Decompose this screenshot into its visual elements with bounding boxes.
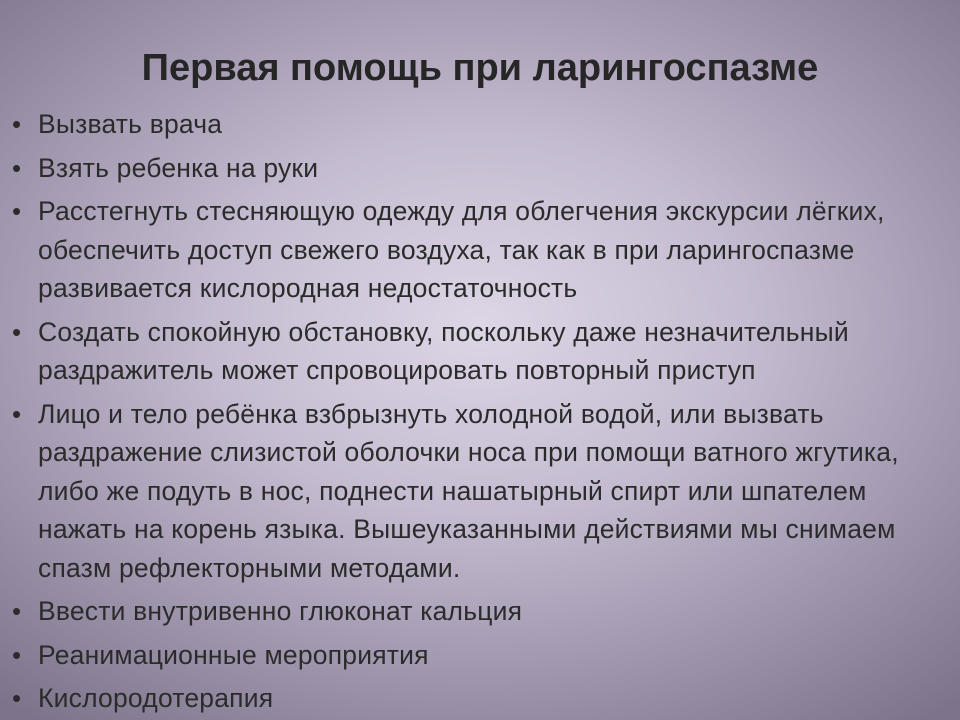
bullet-text: Реанимационные мероприятия [38,639,429,670]
bullet-icon: • [12,596,22,626]
bullet-icon: • [12,639,22,670]
bullet-text: Взять ребенка на руки [38,152,319,183]
bullet-text: Ввести внутривенно глюконат кальция [38,596,523,626]
bullet-item-hold-child [12,149,947,188]
bullet-text: Кислородотерапия [38,683,274,713]
bullet-item-oxygen-therapy [12,679,947,718]
bullet-icon: • [12,683,22,713]
bullet-item-reflex-methods [12,395,947,588]
bullet-icon: • [12,109,22,139]
bullet-item-loosen-clothing [12,192,947,308]
bullet-icon: • [12,398,22,429]
bullet-text: Расстегнуть стесняющую одежду для облегчения экскурсии лёгких, обеспечить доступ свежего воздуха, так как в при ларингоспазме развивается кислородная недостаточность [38,196,885,303]
bullet-text: Создать спокойную обстановку, поскольку даже незначительный раздражитель может спровоцировать повторный приступ [38,316,849,385]
bullet-item-calcium-gluconate [12,592,947,631]
bullet-item-resuscitation [12,636,947,675]
bullet-text: Вызвать врача [38,109,223,139]
bullet-icon: • [12,152,22,183]
bullet-item-calm-environment [12,313,947,390]
bullet-item-call-doctor [12,105,947,144]
bullet-list [12,105,947,720]
bullet-text: Лицо и тело ребёнка взбрызнуть холодной водой, или вызвать раздражение слизистой оболочки носа при помощи ватного жгутика, либо же подуть в нос, поднести нашатырный спирт или шпателем нажать на корень языка. Вышеуказанными действиями мы снимаем спазм рефлекторными методами. [38,398,899,583]
bullet-icon: • [12,316,22,347]
slide-title: Первая помощь при ларингоспазме [141,47,819,89]
bullet-icon: • [12,196,22,226]
